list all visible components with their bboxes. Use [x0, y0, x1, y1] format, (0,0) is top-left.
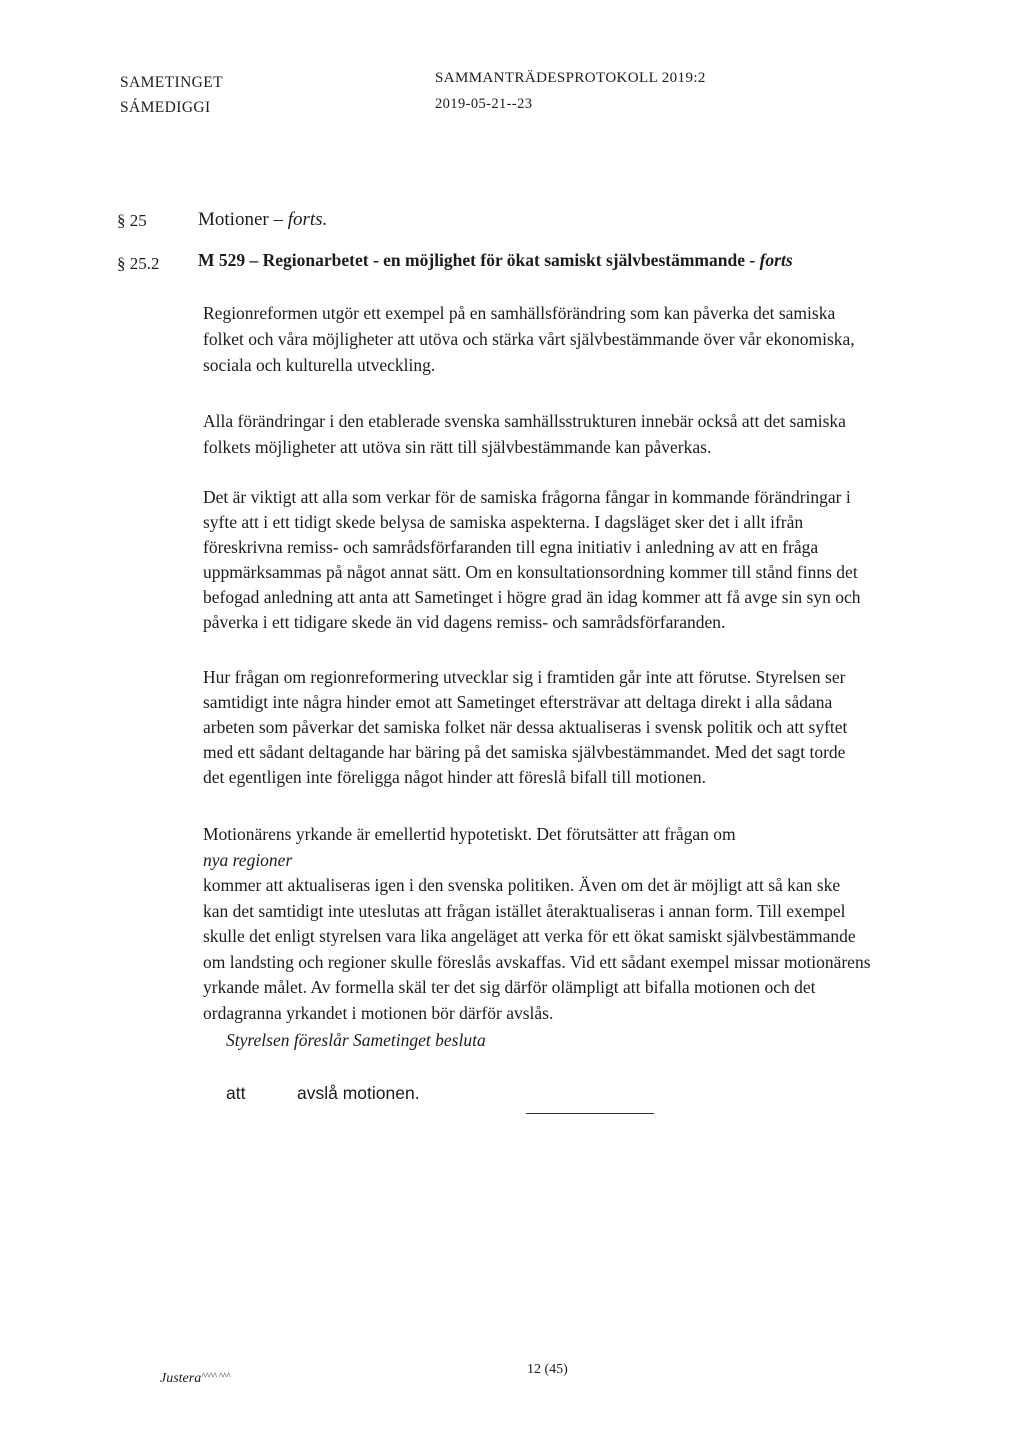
org-name-sami: SÁMEDIGGI: [120, 99, 211, 116]
paragraph-line: uppmärksammas på något annat sätt. Om en konsultationsordning kommer till stånd finns det: [203, 562, 858, 582]
paragraph-3: [203, 485, 993, 635]
section-number: § 25: [117, 211, 147, 230]
document-title: SAMMANTRÄDESPROTOKOLL 2019:2: [435, 70, 706, 86]
paragraph-line: om landsting och regioner skulle föreslås avskaffas. Vid ett sådant exempel missar motionärens: [203, 951, 871, 972]
proposal-att: att: [226, 1083, 246, 1103]
paragraph-line: med ett sådant deltagande har bäring på det samiska självbestämmandet. Med det sagt torde: [203, 742, 846, 762]
proposal-heading: Styrelsen föreslår Sametinget besluta: [226, 1030, 486, 1050]
paragraph-line: befogad anledning att anta att Sametinget i högre grad än idag kommer att få avge sin syn och: [203, 587, 861, 607]
paragraph-line-start: Motionärens yrkande är emellertid hypotetiskt. Det förutsätter att frågan om: [203, 824, 736, 844]
paragraph-line: det egentligen inte föreligga något hinder att föreslå bifall till motionen.: [203, 767, 706, 787]
closing-rule: [526, 1113, 654, 1114]
section-title-text: Motioner: [198, 209, 269, 230]
document-dates: 2019-05-21--23: [435, 96, 533, 112]
proposal-decision: avslå motionen.: [297, 1083, 420, 1103]
signature-label: [160, 1371, 230, 1387]
signature-label-scribble: ^^^^ ^^^: [201, 1371, 231, 1381]
italic-term: nya regioner: [203, 849, 293, 870]
signature-label-text: Justera: [160, 1371, 202, 1386]
paragraph-line: folket och våra möjligheter att utöva och stärka vårt självbestämmande över vår ekonomiska,: [203, 329, 855, 349]
subsection-title-suffix: forts: [759, 250, 793, 270]
paragraph-line: yrkande målet. Av formella skäl ter det sig därför olämpligt att bifalla motionen och det: [203, 977, 816, 997]
paragraph-4: [203, 665, 993, 790]
paragraph-line: kommer att aktualiseras igen i den svenska politiken. Även om det är möjligt att så kan ske: [203, 875, 841, 895]
section-title: Motioner – forts.: [198, 209, 328, 230]
org-name-swedish: SAMETINGET: [120, 74, 224, 91]
paragraph-line: folkets möjligheter att utöva sin rätt till självbestämmande kan påverkas.: [203, 437, 712, 457]
page-number: 12 (45): [527, 1362, 568, 1377]
paragraph-line: skulle det enligt styrelsen vara lika angeläget att verka för ett ökat samiskt självbestämmande: [203, 926, 856, 946]
paragraph-line: föreskrivna remiss- och samrådsförfaranden till egna initiativ i anledning av att en fråga: [203, 537, 819, 557]
paragraph-line: ordagranna yrkandet i motionen bör därför avslås.: [203, 1002, 554, 1023]
paragraph-line: påverka i ett tidigare skede än vid dagens remiss- och samrådsförfaranden.: [203, 612, 726, 632]
subsection-title-text: M 529 – Regionarbetet - en möjlighet för ökat samiskt självbestämmande -: [198, 250, 756, 270]
subsection-title: [198, 250, 793, 271]
paragraph-line: samtidigt inte några hinder emot att Sametinget eftersträvar att deltaga direkt i alla sådana: [203, 692, 833, 712]
paragraph-line-first: [203, 822, 993, 873]
paragraph-line: Det är viktigt att alla som verkar för de samiska frågorna fångar in kommande förändringar i: [203, 487, 851, 507]
paragraph-line: syfte att i ett tidigt skede belysa de samiska aspekterna. I dagsläget sker det i allt ifrån: [203, 512, 804, 532]
paragraph-line: arbeten som påverkar det samiska folket när dessa aktualiseras i svensk politik och att syftet: [203, 717, 848, 737]
paragraph-line: Regionreformen utgör ett exempel på en samhällsförändring som kan påverka det samiska: [203, 303, 836, 323]
paragraph-1: [203, 300, 993, 378]
paragraph-line: Hur frågan om regionreformering utvecklar sig i framtiden går inte att förutse. Styrelsen ser: [203, 667, 846, 687]
paragraph-line: kan det samtidigt inte uteslutas att frågan istället återaktualiseras i annan form. Till exempel: [203, 900, 846, 921]
paragraph-line: sociala och kulturella utveckling.: [203, 355, 436, 375]
section-title-suffix: forts.: [287, 209, 328, 230]
paragraph-5: [203, 822, 993, 1026]
paragraph-2: [203, 408, 993, 460]
paragraph-line: Alla förändringar i den etablerade svenska samhällsstrukturen innebär också att det samiska: [203, 411, 846, 431]
subsection-number: § 25.2: [117, 254, 160, 273]
